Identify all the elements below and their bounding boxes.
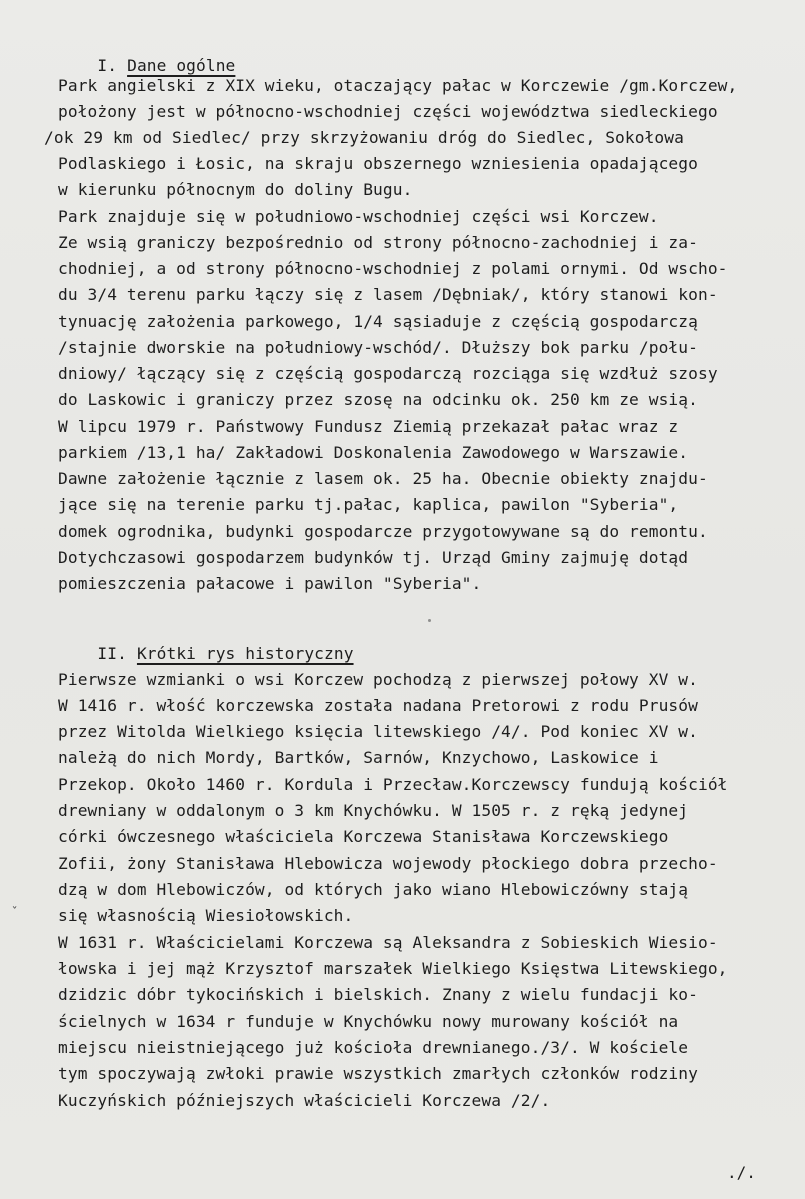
text-line: /stajnie dworskie na południowy-wschód/. Dłuższy bok parku /połu- — [58, 338, 698, 357]
text-line: domek ogrodnika, budynki gospodarcze przygotowywane są do remontu. — [58, 522, 708, 541]
text-line: tym spoczywają zwłoki prawie wszystkich zmarłych członków rodziny — [58, 1064, 698, 1083]
text-line: W 1631 r. Właścicielami Korczewa są Aleksandra z Sobieskich Wiesio- — [58, 933, 718, 952]
text-line: łowska i jej mąż Krzysztof marszałek Wielkiego Księstwa Litewskiego, — [58, 959, 728, 978]
text-line: Kuczyńskich późniejszych właścicieli Korczewa /2/. — [58, 1091, 551, 1110]
section-1-title: Dane ogólne — [127, 56, 236, 75]
text-line: pomieszczenia pałacowe i pawilon "Syberia". — [58, 574, 482, 593]
text-line: Pierwsze wzmianki o wsi Korczew pochodzą z pierwszej połowy XV w. — [58, 670, 698, 689]
text-line: należą do nich Mordy, Bartków, Sarnów, Knzychowo, Laskowice i — [58, 748, 659, 767]
text-line: W lipcu 1979 r. Państwowy Fundusz Ziemią przekazał pałac wraz z — [58, 417, 679, 436]
text-line: Przekop. Około 1460 r. Kordula i Przecław.Korczewscy fundują kościół — [58, 775, 728, 794]
text-line: /ok 29 km od Siedlec/ przy skrzyżowaniu dróg do Siedlec, Sokołowa — [44, 128, 684, 147]
margin-mark: ˇ — [11, 905, 19, 919]
text-line: córki ówczesnego właściciela Korczewa Stanisława Korczewskiego — [58, 827, 669, 846]
text-line: jące się na terenie parku tj.pałac, kaplica, pawilon "Syberia", — [58, 495, 679, 514]
text-line: dzidzic dóbr tykocińskich i bielskich. Znany z wielu fundacji ko- — [58, 985, 698, 1004]
text-line: ścielnych w 1634 r funduje w Knychówku nowy murowany kościół na — [58, 1012, 679, 1031]
text-line: drewniany w oddalonym o 3 km Knychówku. W 1505 r. z ręką jedynej — [58, 801, 689, 820]
text-line: chodniej, a od strony północno-wschodniej z polami ornymi. Od wscho- — [58, 259, 728, 278]
text-line: Park angielski z XIX wieku, otaczający pałac w Korczewie /gm.Korczew, — [58, 76, 738, 95]
text-line: tynuację założenia parkowego, 1/4 sąsiaduje z częścią gospodarczą — [58, 312, 698, 331]
text-line: Park znajduje się w południowo-wschodniej części wsi Korczew. — [58, 207, 659, 226]
text-line: W 1416 r. włość korczewska została nadana Pretorowi z rodu Prusów — [58, 696, 698, 715]
text-line: Dotychczasowi gospodarzem budynków tj. Urząd Gminy zajmuję dotąd — [58, 548, 689, 567]
text-line: miejscu nieistniejącego już kościoła drewnianego./3/. W kościele — [58, 1038, 689, 1057]
page-continuation-mark: ./. — [727, 1163, 756, 1182]
text-line: dzą w dom Hlebowiczów, od których jako wiano Hlebowiczówny stają — [58, 880, 689, 899]
text-line: Podlaskiego i Łosic, na skraju obszernego wzniesienia opadającego — [58, 154, 698, 173]
text-line: przez Witolda Wielkiego księcia litewskiego /4/. Pod koniec XV w. — [58, 722, 698, 741]
section-2-title: Krótki rys historyczny — [136, 644, 354, 663]
paper-speck — [428, 619, 431, 622]
text-line: parkiem /13,1 ha/ Zakładowi Doskonalenia Zawodowego w Warszawie. — [58, 443, 689, 462]
text-line: się własnością Wiesiołowskich. — [58, 906, 354, 925]
text-line: położony jest w północno-wschodniej części województwa siedleckiego — [58, 102, 718, 121]
section-2-number: II. — [97, 644, 127, 663]
text-line: Dawne założenie łącznie z lasem ok. 25 ha. Obecnie obiekty znajdu- — [58, 469, 708, 488]
text-line: Ze wsią graniczy bezpośrednio od strony północno-zachodniej i za- — [58, 233, 698, 252]
section-1-number: I. — [97, 56, 118, 75]
text-line: Zofii, żony Stanisława Hlebowicza wojewody płockiego dobra przecho- — [58, 854, 718, 873]
text-line: w kierunku północnym do doliny Bugu. — [58, 180, 413, 199]
text-line: do Laskowic i graniczy przez szosę na odcinku ok. 250 km ze wsią. — [58, 390, 698, 409]
text-line: dniowy/ łączący się z częścią gospodarczą rozciąga się wzdłuż szosy — [58, 364, 718, 383]
text-line: du 3/4 terenu parku łączy się z lasem /Dębniak/, który stanowi kon- — [58, 285, 718, 304]
